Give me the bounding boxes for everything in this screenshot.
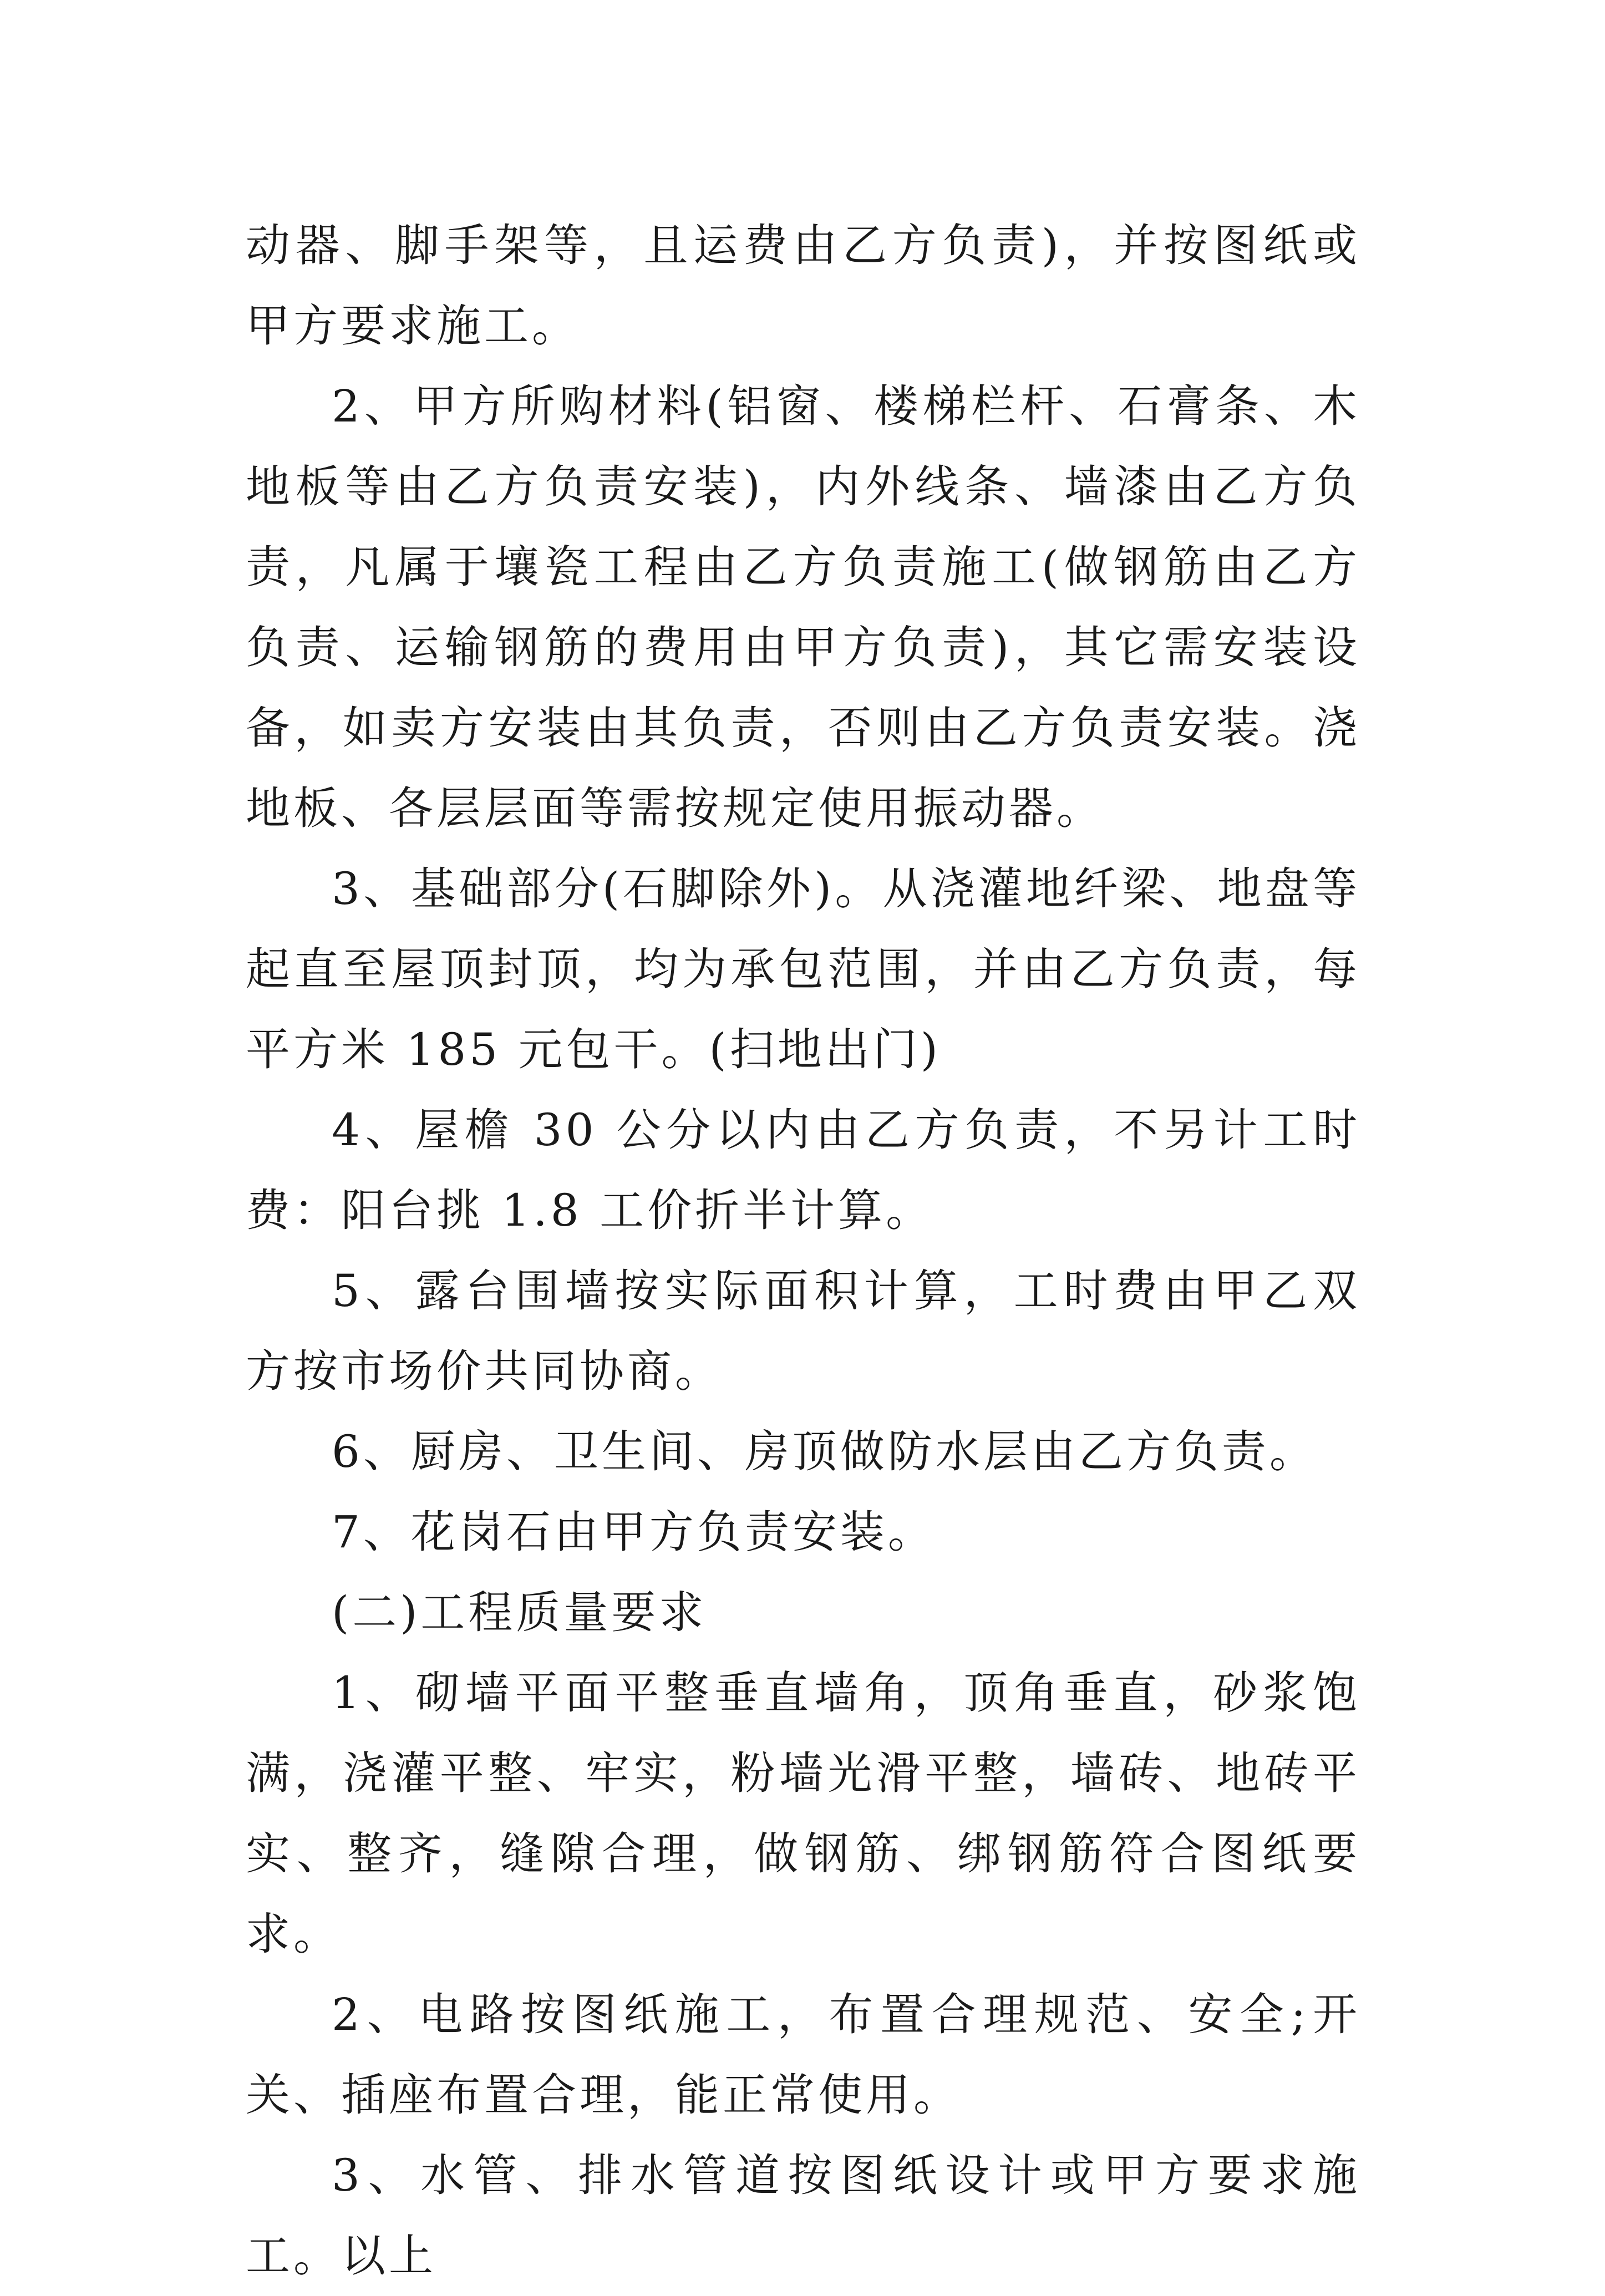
section-heading-quality: (二)工程质量要求 xyxy=(332,1587,707,1638)
paragraph-quality-1-masonry: 1、砌墙平面平整垂直墙角，顶角垂直，砂浆饱满，浇灌平整、牢实，粉墙光滑平整，墙砖、地砖平实、整齐，缝隙合理，做钢筋、绑钢筋符合图纸要求。 xyxy=(246,1667,1360,1960)
paragraph-quality-2-electrical: 2、电路按图纸施工，布置合理规范、安全;开关、插座布置合理，能正常使用。 xyxy=(246,1989,1360,2121)
paragraph-quality-3-plumbing: 3、水管、排水管道按图纸设计或甲方要求施工。以上 xyxy=(246,2150,1360,2282)
paragraph-continuation: 动器、脚手架等，且运费由乙方负责)，并按图纸或甲方要求施工。 xyxy=(246,220,1360,352)
document-body xyxy=(246,205,1360,2296)
paragraph-item-4-eaves: 4、屋檐 30 公分以内由乙方负责，不另计工时费：阳台挑 1.8 工价折半计算。 xyxy=(246,1104,1360,1236)
paragraph-item-6-waterproof: 6、厨房、卫生间、房顶做防水层由乙方负责。 xyxy=(332,1426,1317,1477)
paragraph-item-2-materials: 2、甲方所购材料(铝窗、楼梯栏杆、石膏条、木地板等由乙方负责安装)，内外线条、墙漆由乙方负责，凡属于壤瓷工程由乙方负责施工(做钢筋由乙方负责、运输钢筋的费用由甲方负责)，其它需安装设备，如卖方安装由其负责，否则由乙方负责安装。浇地板、各层层面等需按规定使用振动器。 xyxy=(246,380,1360,834)
paragraph-item-7-granite: 7、花岗石由甲方负责安装。 xyxy=(332,1506,936,1558)
paragraph-item-5-terrace: 5、露台围墙按实际面积计算，工时费由甲乙双方按市场价共同协商。 xyxy=(246,1265,1360,1397)
paragraph-item-3-foundation: 3、基础部分(石脚除外)。从浇灌地纤梁、地盘等起直至屋顶封顶，均为承包范围，并由乙方负责，每平方米 185 元包干。(扫地出门) xyxy=(246,863,1360,1075)
